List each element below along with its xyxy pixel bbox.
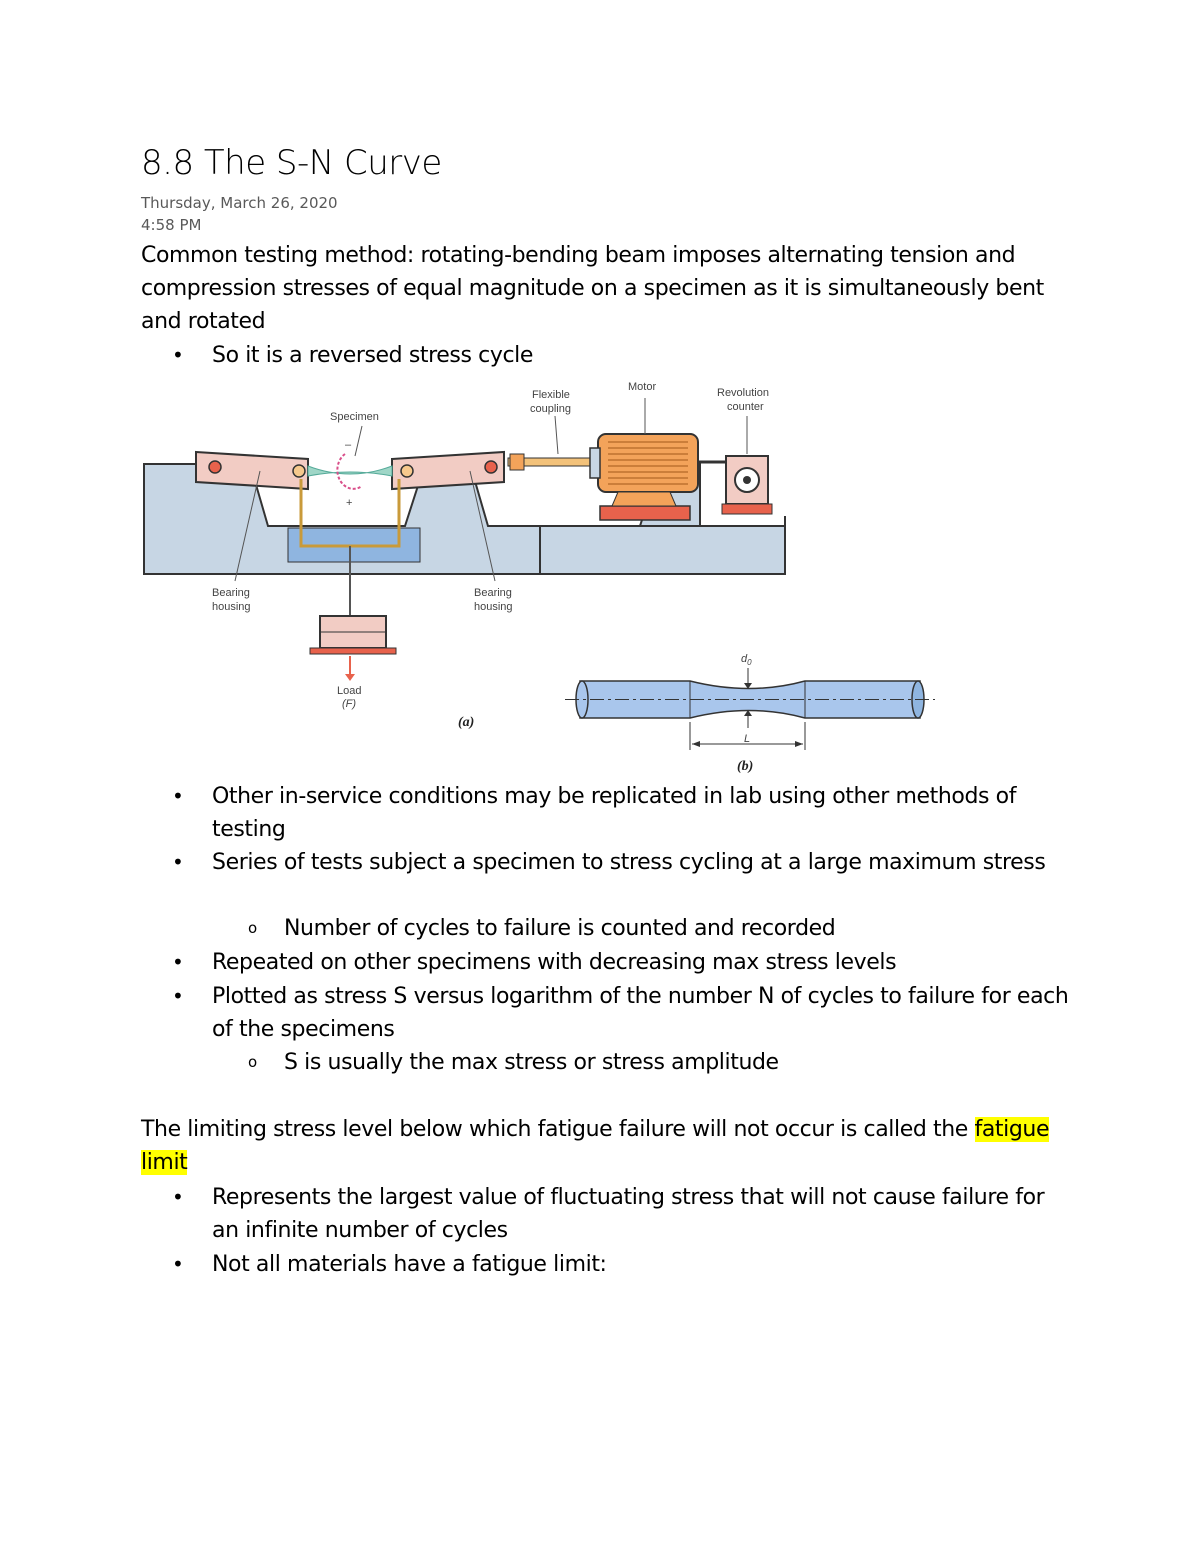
bullet-icon: • xyxy=(172,784,184,808)
load-plate xyxy=(310,648,396,654)
list-item-text: Series of tests subject a specimen to stress cycling at a large maximum stress xyxy=(212,850,1046,875)
flexible-coupling xyxy=(510,454,524,470)
machine-bed-right xyxy=(540,526,785,574)
label-bearing-left-2: housing xyxy=(212,601,251,613)
label-bearing-right-1: Bearing xyxy=(474,587,512,599)
bullet-icon: • xyxy=(172,343,184,367)
label-load: Load xyxy=(337,685,362,697)
label-revolution: Revolution xyxy=(717,387,769,399)
sub-bullet-icon: o xyxy=(248,1053,257,1071)
bullet-icon: • xyxy=(172,984,184,1008)
bullet-icon: • xyxy=(172,850,184,874)
label-plus: + xyxy=(346,497,353,509)
list-item-text: S is usually the max stress or stress amplitude xyxy=(284,1050,779,1075)
note-date: Thursday, March 26, 2020 xyxy=(141,194,338,212)
label-counter: counter xyxy=(727,401,764,413)
list-item-text: Plotted as stress S versus logarithm of the number N of cycles to failure for each of the specimens xyxy=(212,984,1069,1042)
fatigue-limit-paragraph xyxy=(141,1113,1071,1179)
pivot-left xyxy=(209,461,221,473)
list-item-text: So it is a reversed stress cycle xyxy=(212,343,534,368)
motor-end-cap xyxy=(590,448,600,478)
list-item xyxy=(172,339,1072,372)
label-minus: – xyxy=(345,439,352,451)
list-item xyxy=(172,780,1072,846)
label-bearing-right-2: housing xyxy=(474,601,513,613)
list-item xyxy=(172,946,1072,979)
specimen xyxy=(308,466,392,476)
label-load-f: (F) xyxy=(342,698,357,710)
list-item-text: Repeated on other specimens with decreasing max stress levels xyxy=(212,950,897,975)
pivot-right xyxy=(485,461,497,473)
label-bearing-left-1: Bearing xyxy=(212,587,250,599)
label-flexible: Flexible xyxy=(532,389,570,401)
caption-b: (b) xyxy=(737,759,754,774)
caption-a: (a) xyxy=(458,715,475,730)
label-coupling: coupling xyxy=(530,403,571,415)
list-item-text: Represents the largest value of fluctuating stress that will not cause failure for an infinite number of cycles xyxy=(212,1185,1045,1243)
list-item xyxy=(172,980,1072,1046)
note-time: 4:58 PM xyxy=(141,216,202,234)
list-item-text: Number of cycles to failure is counted and recorded xyxy=(284,916,836,941)
list-item xyxy=(172,846,1072,879)
pivot-right-inner xyxy=(401,465,413,477)
counter-base xyxy=(722,504,772,514)
highlighted-term: fatigue limit xyxy=(141,1117,1050,1175)
label-specimen: Specimen xyxy=(330,411,379,423)
bullet-icon: • xyxy=(172,1185,184,1209)
pivot-left-inner xyxy=(293,465,305,477)
rotation-arrow xyxy=(337,454,362,489)
fatigue-test-figure xyxy=(140,376,960,781)
bullet-icon: • xyxy=(172,1252,184,1276)
list-item-text: Other in-service conditions may be replicated in lab using other methods of testing xyxy=(212,784,1017,842)
label-d0: $d_0$ xyxy=(741,653,752,667)
list-item xyxy=(248,912,1074,945)
motor-base xyxy=(600,506,690,520)
label-motor: Motor xyxy=(628,381,657,393)
sub-bullet-icon: o xyxy=(248,919,257,937)
label-length: L xyxy=(744,733,751,745)
list-item xyxy=(172,1181,1072,1247)
page-title: 8.8 The S-N Curve xyxy=(141,143,442,183)
intro-paragraph: Common testing method: rotating-bending beam imposes alternating tension and compression stresses of equal magnitude on a specimen as it is simultaneously bent and rotated xyxy=(141,243,1044,334)
fatigue-limit-text: The limiting stress level below which fatigue failure will not occur is called the xyxy=(141,1117,968,1142)
bullet-icon: • xyxy=(172,950,184,974)
list-item xyxy=(248,1046,1074,1079)
list-item xyxy=(172,1248,1072,1281)
list-item-text: Not all materials have a fatigue limit: xyxy=(212,1252,607,1277)
motor-body xyxy=(598,434,698,492)
